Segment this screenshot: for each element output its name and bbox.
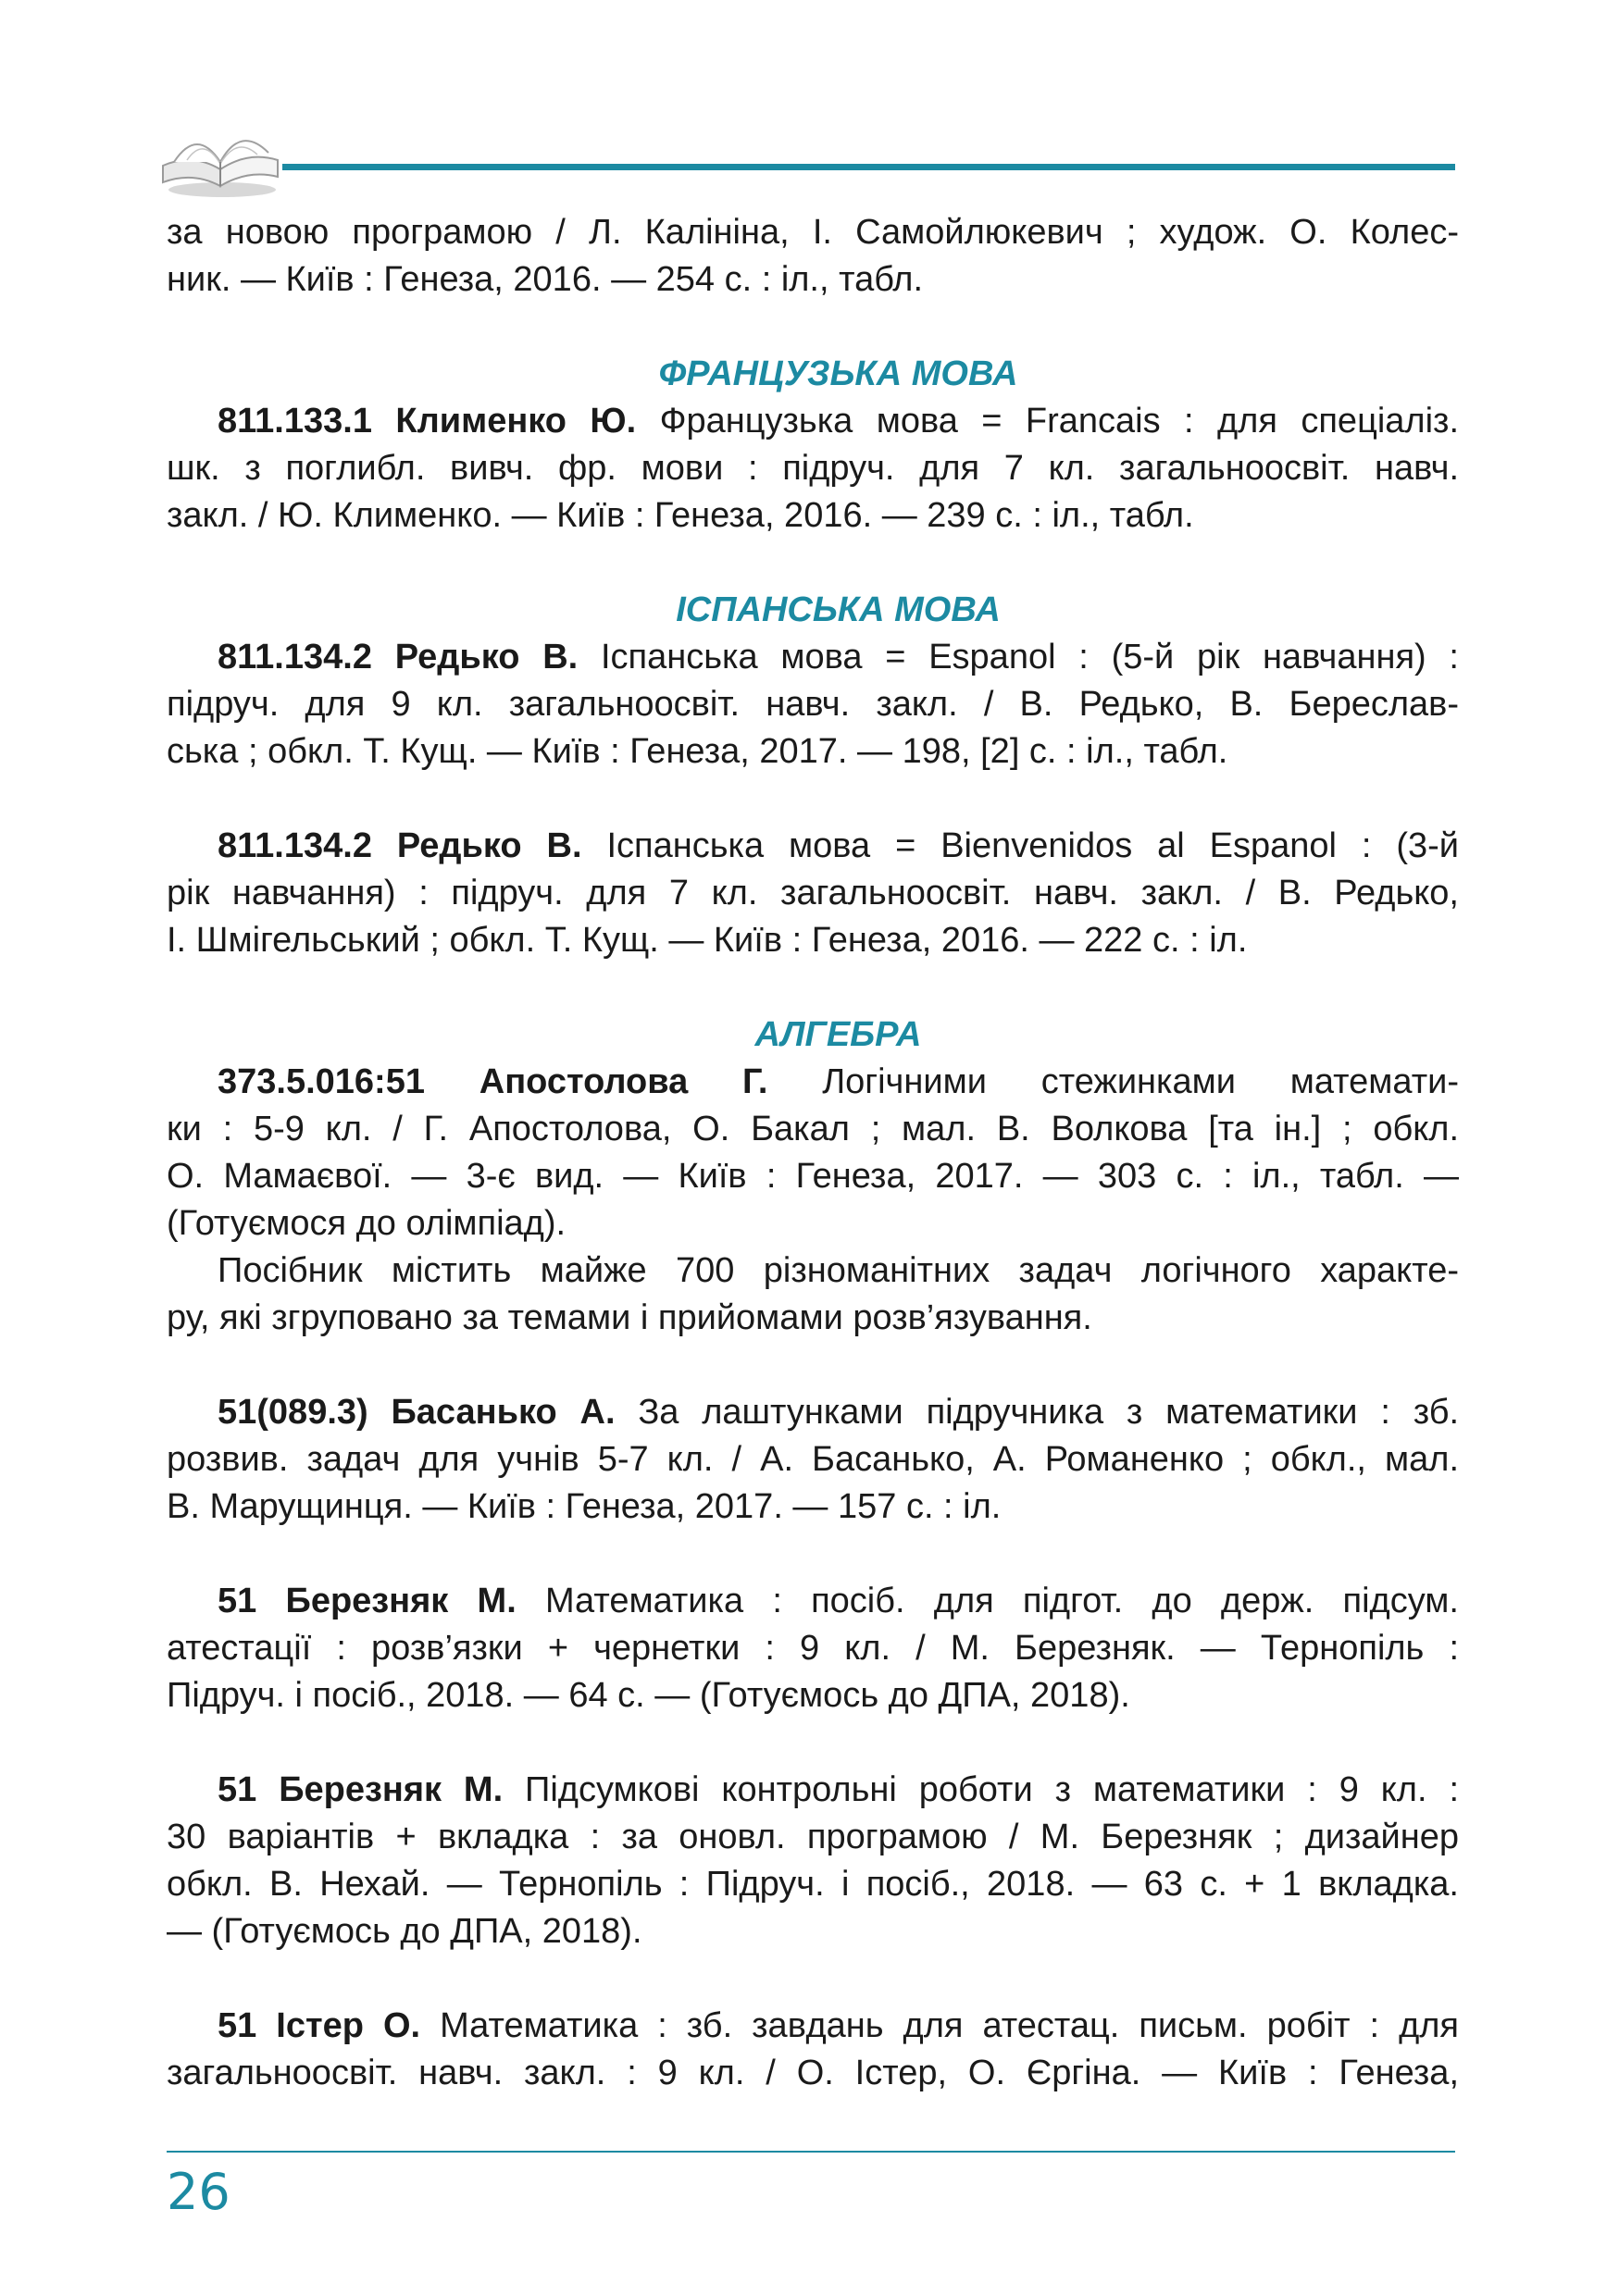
entry-first-line [167, 398, 1459, 445]
footer-rule [167, 2151, 1455, 2153]
text-line: шк. з поглибл. вивч. фр. мови : підруч. для 7 кл. загальноосвіт. навч. [167, 449, 1459, 488]
page-content [167, 209, 1459, 2097]
open-book-icon [156, 108, 285, 201]
entry-text: Математика : посіб. для підгот. до держ. підсум. [544, 1582, 1459, 1620]
entry-code: 51 [218, 2006, 257, 2045]
entry-author: Редько В. [396, 826, 582, 865]
entry-author: Клименко Ю. [395, 402, 637, 441]
text-line: атестації : розв’язки + чернетки : 9 кл. / М. Березняк. — Тернопіль : [167, 1629, 1459, 1668]
annotation-line: ру, які згруповано за темами і прийомами розв’язування. [167, 1298, 1092, 1337]
entry-text: Математика : зб. завдань для атестац. письм. робіт : для [440, 2006, 1459, 2045]
text-line: ська ; обкл. Т. Кущ. — Київ : Генеза, 2017. — 198, [2] с. : іл., табл. [167, 732, 1228, 771]
text-line: — (Готуємось до ДПА, 2018). [167, 1912, 642, 1951]
entry-first-line [167, 634, 1459, 681]
text-line: (Готуємося до олімпіад). [167, 1204, 567, 1243]
section-title-spanish: ІСПАНСЬКА МОВА [676, 590, 1001, 629]
text-line: І. Шмігельський ; обкл. Т. Кущ. — Київ : Генеза, 2016. — 222 с. : іл. [167, 921, 1248, 960]
text-line: загальноосвіт. навч. закл. : 9 кл. / О. Істер, О. Єргіна. — Київ : Генеза, [167, 2054, 1459, 2092]
entry-code: 811.133.1 [218, 402, 372, 441]
entry-author: Березняк М. [279, 1770, 504, 1809]
entry-first-line [167, 1578, 1459, 1625]
section-title-french: ФРАНЦУЗЬКА МОВА [658, 354, 1018, 393]
entry-text: Іспанська мова = Bienvenidos al Espanol : (3-й [606, 826, 1459, 865]
entry-text: Іспанська мова = Espanol : (5-й рік навчання) : [600, 638, 1459, 676]
entry-text: Логічними стежинками математи- [822, 1062, 1460, 1101]
text-line: закл. / Ю. Клименко. — Київ : Генеза, 2016. — 239 с. : іл., табл. [167, 496, 1194, 535]
entry-first-line [167, 1767, 1459, 1814]
entry-text: Французька мова = Francais : для спеціаліз. [659, 402, 1459, 441]
entry-code: 51 [218, 1770, 257, 1809]
entry-author: Істер О. [276, 2006, 421, 2045]
page-number: 26 [167, 2163, 230, 2221]
entry-author: Апостолова Г. [479, 1062, 768, 1101]
entry-code: 811.134.2 [218, 826, 372, 865]
text-line: рік навчання) : підруч. для 7 кл. загальноосвіт. навч. закл. / В. Редько, [167, 874, 1459, 912]
text-line: обкл. В. Нехай. — Тернопіль : Підруч. і посіб., 2018. — 63 с. + 1 вкладка. [167, 1865, 1459, 1904]
text-line: ки : 5-9 кл. / Г. Апостолова, О. Бакал ; мал. В. Волкова [та ін.] ; обкл. [167, 1110, 1459, 1148]
text-line: В. Марущинця. — Київ : Генеза, 2017. — 157 с. : іл. [167, 1487, 1002, 1526]
entry-author: Басанько А. [391, 1393, 616, 1432]
text-line: за новою програмою / Л. Калініна, І. Самойлюкевич ; худож. О. Колес- [167, 213, 1459, 252]
entry-code: 811.134.2 [218, 638, 372, 676]
entry-code: 51(089.3) [218, 1393, 368, 1432]
text-line: Підруч. і посіб., 2018. — 64 с. — (Готуємось до ДПА, 2018). [167, 1676, 1130, 1715]
section-title-algebra: АЛГЕБРА [754, 1015, 922, 1054]
entry-first-line [167, 1389, 1459, 1436]
header-rule [282, 164, 1455, 170]
entry-author: Березняк М. [285, 1582, 517, 1620]
entry-code: 51 [218, 1582, 257, 1620]
text-line: розвив. задач для учнів 5-7 кл. / А. Басанько, А. Романенко ; обкл., мал. [167, 1440, 1459, 1479]
text-line: О. Мамаєвої. — 3-є вид. — Київ : Генеза, 2017. — 303 с. : іл., табл. — [167, 1157, 1459, 1196]
entry-text: Підсумкові контрольні роботи з математики : 9 кл. : [525, 1770, 1459, 1809]
text-line: підруч. для 9 кл. загальноосвіт. навч. закл. / В. Редько, В. Береслав- [167, 685, 1459, 724]
entry-first-line [167, 823, 1459, 870]
text-line: 30 варіантів + вкладка : за оновл. програмою / М. Березняк ; дизайнер [167, 1818, 1459, 1856]
entry-author: Редько В. [394, 638, 579, 676]
text-line: ник. — Київ : Генеза, 2016. — 254 с. : іл., табл. [167, 260, 923, 299]
entry-code: 373.5.016:51 [218, 1062, 425, 1101]
entry-first-line [167, 2003, 1459, 2050]
entry-first-line [167, 1059, 1459, 1106]
entry-text: За лаштунками підручника з математики : зб. [638, 1393, 1460, 1432]
annotation-line: Посібник містить майже 700 різноманітних задач логічного характе- [218, 1251, 1459, 1290]
